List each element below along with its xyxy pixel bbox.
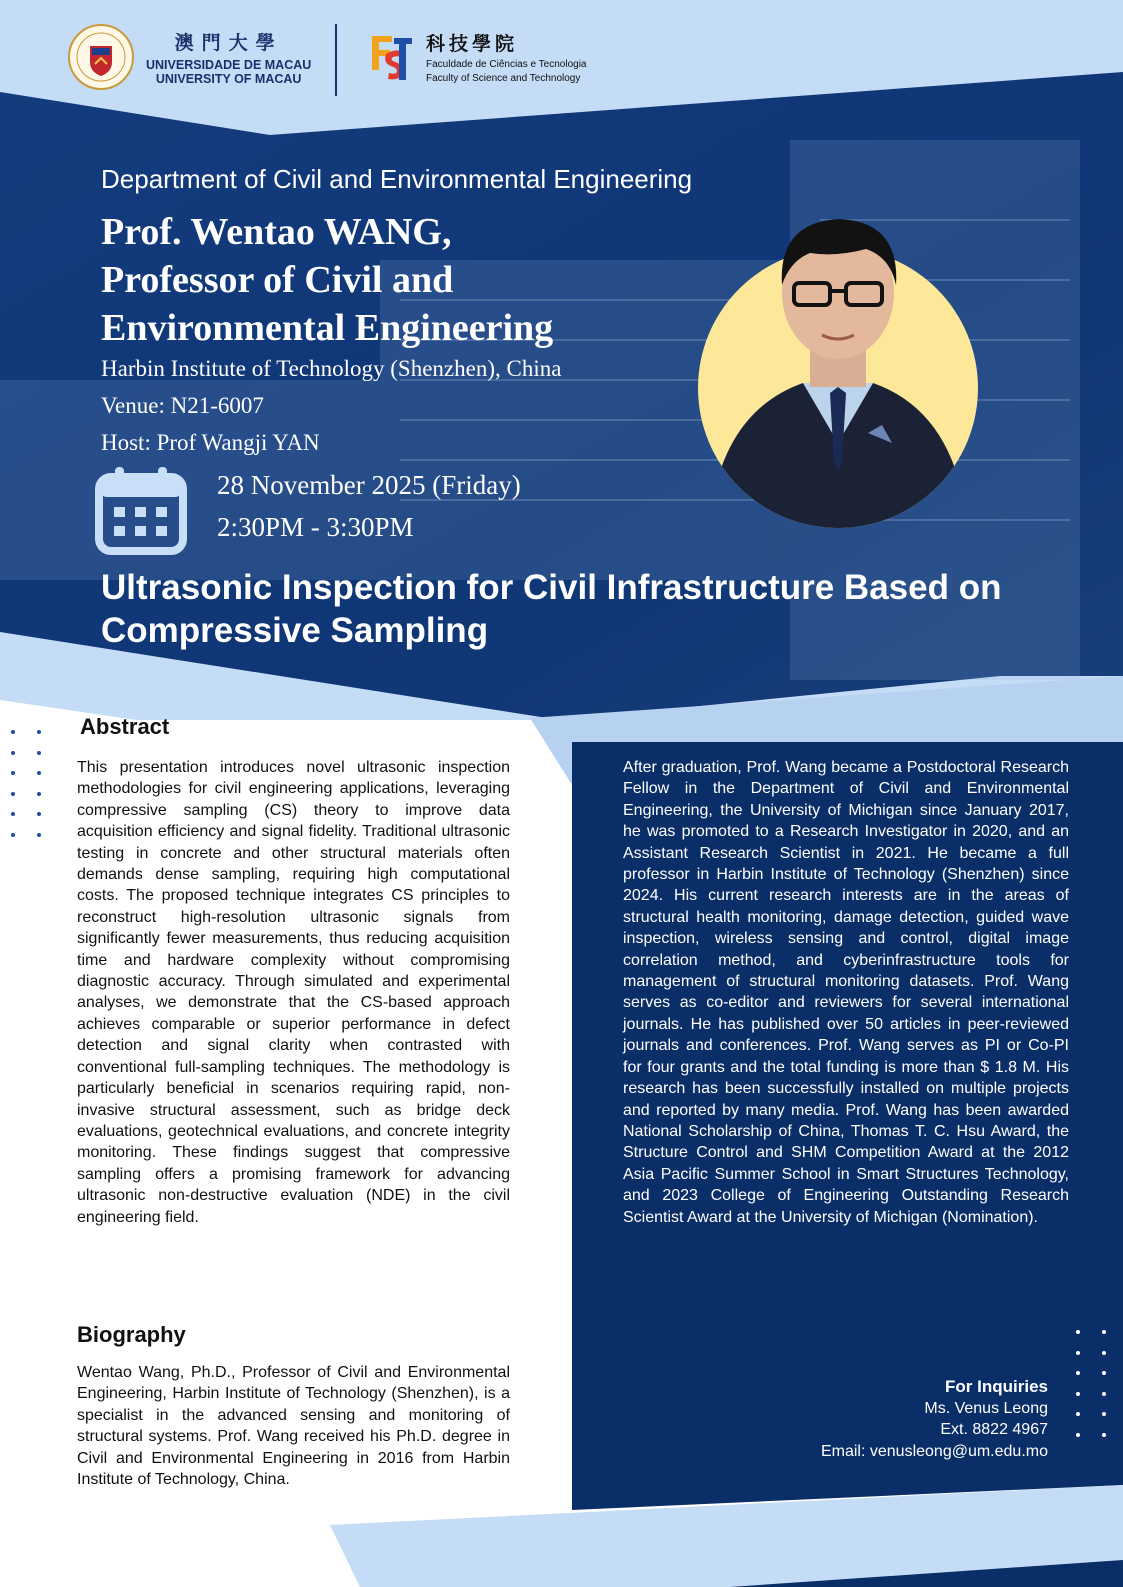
decorative-dots-right <box>1076 1330 1123 1437</box>
faculty-logo <box>368 28 586 86</box>
faculty-name-chinese: 科技學院 <box>426 32 519 55</box>
venue: Venue: N21-6007 <box>101 393 264 418</box>
biography-continued-text: After graduation, Prof. Wang became a Postdoctoral Research Fellow in the Department of Civil and Environmental Engineering, the University of Michigan since January 2017, he was promoted to a Research Investigator in 2020, and an Assistant Research Scientist in 2021. He became a full professor in Harbin Institute of Technology (Shenzhen) since 2024. His current research interests are in the areas of structural health monitoring, damage detection, guided wave inspection, wireless sensing and control, digital image correlation method, and cyberinfrastructure tools for management of structural monitoring datasets. Prof. Wang serves as co-editor and reviewers for several international journals. He has published over 50 articles in peer-reviewed journals and conferences. Prof. Wang serves as PI or Co-PI for four grants and the total funding is more than $ 1.8 M. His research has been successfully installed on multiple projects and reported by many media. Prof. Wang has been awarded National Scholarship of China, Thomas T. C. Hsu Award, the Structure Control and SHM Competition Award at the 2012 Asia Pacific Summer School in Smart Structures Technology, and 2023 College of Engineering Outstanding Research Scientist Award at the University of Michigan (Nomination). <box>623 759 1069 1226</box>
university-seal-icon <box>68 24 134 90</box>
inquiries-title: For Inquiries <box>945 1377 1048 1396</box>
speaker-line: Prof. Wentao WANG, <box>101 211 452 253</box>
university-logo <box>68 24 311 90</box>
faculty-name-portuguese: Faculdade de Ciências e Tecnologia <box>426 58 587 70</box>
university-name-chinese: 澳門大學 <box>174 32 283 54</box>
decorative-dots-left <box>11 730 63 837</box>
abstract-text: This presentation introduces novel ultrasonic inspection methodologies for civil engineering applications, leveraging compressive sampling (CS) theory to improve data acquisition efficiency and signal fidelity. Traditional ultrasonic testing in concrete and other structural materials often demands dense sampling, requiring high computational costs. The proposed technique integrates CS principles to reconstruct high-resolution ultrasonic signals from significantly fewer measurements, thus reducing acquisition time and hardware complexity without compromising diagnostic accuracy. Through simulated and experimental analyses, we demonstrate that the CS-based approach achieves comparable or superior performance in defect detection and signal clarity when contrasted with conventional full-sampling techniques. The methodology is particularly beneficial in scenarios requiring rapid, non-invasive structural assessment, such as bridge deck evaluations, geotechnical evaluations, and concrete integrity monitoring. These findings suggest that compressive sampling offers a promising framework for advancing ultrasonic non-destructive evaluation (NDE) in the civil engineering field. <box>77 759 510 1226</box>
department-name: Department of Civil and Environmental Engineering <box>101 164 693 194</box>
faculty-name-english: Faculty of Science and Technology <box>426 72 581 84</box>
university-name-portuguese: UNIVERSIDADE DE MACAU <box>146 58 312 72</box>
inquiries-contact-name: Ms. Venus Leong <box>924 1399 1048 1417</box>
inquiries-email[interactable]: Email: venusleong@um.edu.mo <box>820 1442 1048 1460</box>
university-name-english: UNIVERSITY OF MACAU <box>155 72 302 86</box>
speaker-title <box>101 208 661 352</box>
event-time: 2:30PM - 3:30PM <box>217 512 414 542</box>
host: Host: Prof Wangji YAN <box>101 430 320 455</box>
speaker-affiliation: Harbin Institute of Technology (Shenzhen), China <box>101 356 562 381</box>
talk-title: Ultrasonic Inspection for Civil Infrastructure Based on Compressive Sampling <box>101 568 1002 650</box>
fst-logo-icon <box>368 28 412 86</box>
inquiries-extension: Ext. 8822 4967 <box>940 1421 1048 1438</box>
speaker-portrait <box>698 193 978 533</box>
speaker-line: Professor of Civil and <box>101 259 454 301</box>
biography-heading: Biography <box>77 1322 186 1347</box>
abstract-heading: Abstract <box>80 714 170 739</box>
event-date: 28 November 2025 (Friday) <box>217 470 521 500</box>
speaker-line: Environmental Engineering <box>101 307 554 349</box>
calendar-icon <box>95 467 187 555</box>
logo-divider <box>335 24 337 96</box>
inquiries-block <box>821 1376 1048 1462</box>
biography-text: Wentao Wang, Ph.D., Professor of Civil and Environmental Engineering, Harbin Institute of Technology (Shenzhen), is a specialist in the advanced sensing and monitoring of structural systems. Prof. Wang received his Ph.D. degree in Civil and Environmental Engineering in 2016 from Harbin Institute of Technology, China. <box>77 1364 510 1489</box>
